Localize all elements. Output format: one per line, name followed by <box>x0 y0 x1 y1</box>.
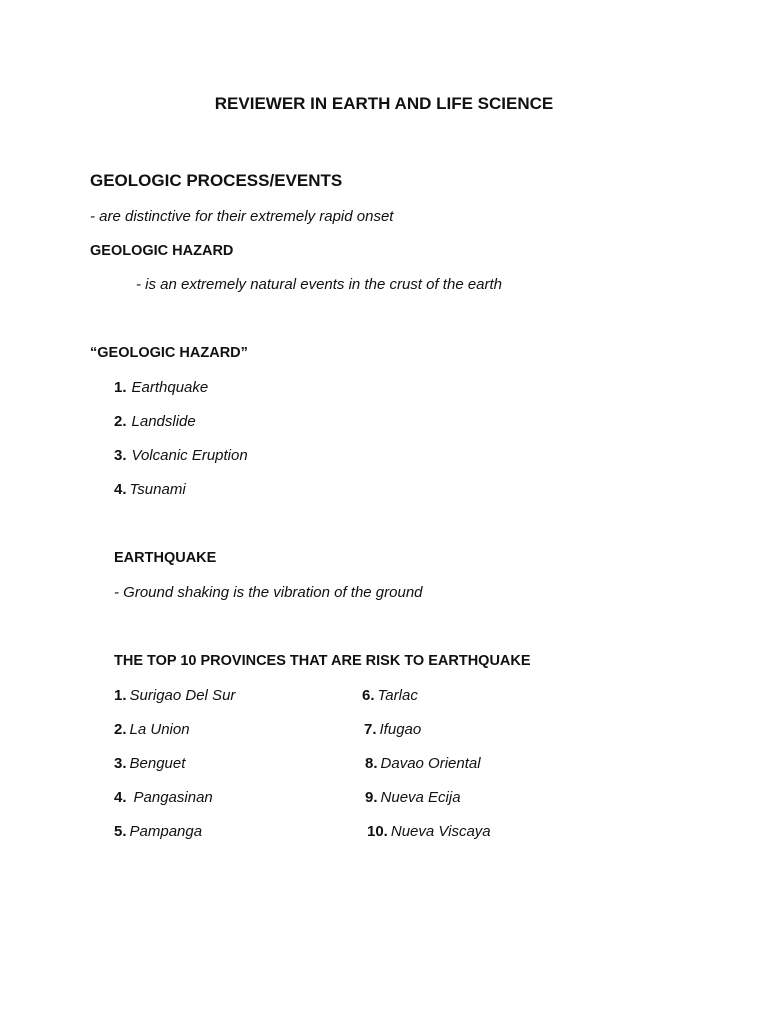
list-item-number: 2. <box>114 413 127 430</box>
list-item-number: 2. <box>114 721 127 738</box>
list-item <box>114 481 186 498</box>
list-item <box>362 687 418 704</box>
section-heading-geologic-process: GEOLOGIC PROCESS/EVENTS <box>90 171 343 190</box>
list-item-number: 6. <box>362 687 375 704</box>
document-title: REVIEWER IN EARTH AND LIFE SCIENCE <box>214 94 554 113</box>
list-item-number: 10. <box>367 823 388 840</box>
list-item <box>114 823 202 840</box>
list-item <box>365 789 461 806</box>
list-item-text: Davao Oriental <box>380 755 481 772</box>
hazards-list-heading: “GEOLOGIC HAZARD” <box>90 345 248 361</box>
list-item <box>114 687 235 704</box>
list-item-number: 7. <box>364 721 377 738</box>
list-item-number: 8. <box>365 755 378 772</box>
section-heading-earthquake: EARTHQUAKE <box>114 550 217 566</box>
list-item-text: Earthquake <box>131 379 209 396</box>
list-item-number: 1. <box>114 687 127 704</box>
list-item-number: 3. <box>114 447 127 464</box>
list-item-number: 5. <box>114 823 127 840</box>
list-item-text: Volcanic Eruption <box>131 447 248 464</box>
list-item-text: Tarlac <box>377 687 418 704</box>
list-item <box>364 721 421 738</box>
earthquake-definition: - Ground shaking is the vibration of the ground <box>114 584 423 601</box>
list-item-text: Benguet <box>129 755 186 772</box>
list-item <box>114 447 248 464</box>
list-item-number: 4. <box>114 789 127 806</box>
list-item <box>114 789 213 806</box>
list-item-number: 3. <box>114 755 127 772</box>
list-item-text: Surigao Del Sur <box>129 687 236 704</box>
list-item <box>114 721 190 738</box>
list-item-text: Tsunami <box>129 481 186 498</box>
list-item-number: 4. <box>114 481 127 498</box>
list-item-text: Pangasinan <box>133 789 213 806</box>
list-item-number: 1. <box>114 379 127 396</box>
list-item <box>114 379 208 396</box>
geologic-process-definition: - are distinctive for their extremely rapid onset <box>90 208 394 225</box>
provinces-heading: THE TOP 10 PROVINCES THAT ARE RISK TO EARTHQUAKE <box>114 653 531 669</box>
list-item-text: Nueva Ecija <box>380 789 461 806</box>
list-item-text: Nueva Viscaya <box>390 823 491 840</box>
list-item <box>367 823 491 840</box>
list-item <box>114 755 185 772</box>
list-item <box>365 755 481 772</box>
list-item-text: La Union <box>129 721 190 738</box>
geologic-hazard-definition: - is an extremely natural events in the crust of the earth <box>136 276 503 293</box>
list-item-text: Pampanga <box>129 823 203 840</box>
list-item <box>114 413 196 430</box>
list-item-text: Ifugao <box>379 721 422 738</box>
list-item-text: Landslide <box>131 413 196 430</box>
list-item-number: 9. <box>365 789 378 806</box>
section-heading-geologic-hazard: GEOLOGIC HAZARD <box>90 243 234 259</box>
